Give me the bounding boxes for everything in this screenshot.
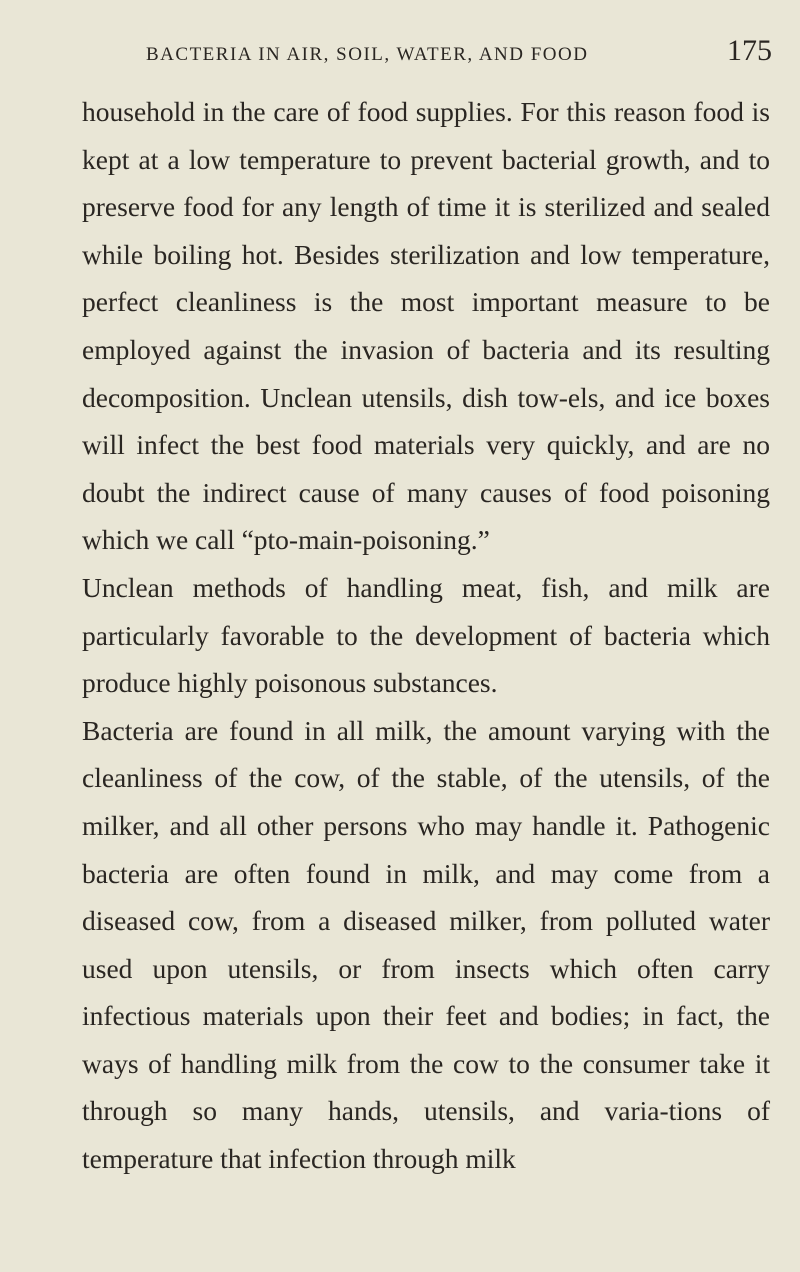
paragraph: Bacteria are found in all milk, the amount varying with the cleanliness of the cow, of the stable, of the utensils, of the milker, and all other persons who may handle it. Pathogenic bacteria are often found in milk, and may come from a diseased cow, from a diseased milker, from polluted water used upon utensils, or from insects which often carry infectious materials upon their feet and bodies; in fact, the ways of handling milk from the cow to the consumer take it through so many hands, utensils, and varia-tions of temperature that infection through milk	[82, 714, 770, 1175]
paragraph: Unclean methods of handling meat, fish, and milk are particularly favorable to the development of bacteria which produce highly poisonous substances.	[82, 571, 770, 699]
paragraph: household in the care of food supplies. For this reason food is kept at a low temperature to prevent bacterial growth, and to preserve food for any length of time it is sterilized and sealed while boiling hot. Besides sterilization and low temperature, perfect cleanliness is the most important measure to be employed against the invasion of bacteria and its resulting decomposition. Unclean utensils, dish tow-els, and ice boxes will infect the best food materials very quickly, and are no doubt the indirect cause of many causes of food poisoning which we call “pto-main-poisoning.”	[82, 96, 770, 556]
running-head	[146, 34, 772, 78]
body-text	[82, 88, 770, 1183]
page-number: 175	[727, 34, 772, 67]
running-head-title: BACTERIA IN AIR, SOIL, WATER, AND FOOD	[146, 44, 589, 65]
